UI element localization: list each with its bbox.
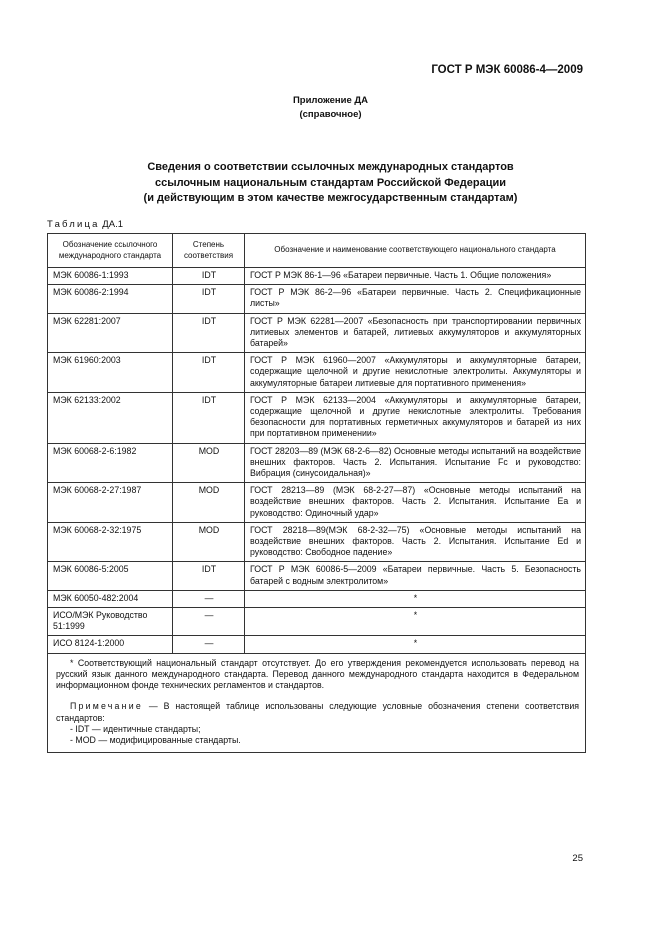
standard-code: ГОСТ Р МЭК 60086-4—2009: [431, 64, 583, 76]
cell-intl: МЭК 60050-482:2004: [48, 590, 173, 607]
cell-intl: МЭК 60068-2-27:1987: [48, 483, 173, 523]
column-header-intl: Обозначение ссылочного международного стандарта: [48, 234, 173, 268]
cell-national: *: [245, 590, 586, 607]
table-header-row: [48, 234, 586, 268]
table-row: [48, 285, 586, 313]
cell-national: *: [245, 608, 586, 636]
table-row: [48, 608, 586, 636]
table-note: [56, 701, 579, 723]
cell-national: *: [245, 636, 586, 653]
cell-degree: IDT: [173, 562, 245, 590]
column-header-degree: Степень соответствия: [173, 234, 245, 268]
correspondence-table: [47, 233, 586, 753]
cell-national: ГОСТ Р МЭК 62281—2007 «Безопасность при транспортировании первичных литиевых элементов и батарей, литиевых аккумуляторов и аккумуляторных батарей»: [245, 313, 586, 353]
table-footnote-cell: [48, 653, 586, 752]
cell-intl: МЭК 60086-1:1993: [48, 268, 173, 285]
cell-national: ГОСТ 28213—89 (МЭК 68-2-27—87) «Основные методы испытаний на воздействие внешних факторов. Часть 2. Испытания. Испытание Ea и руководство: Одиночный удар»: [245, 483, 586, 523]
cell-degree: MOD: [173, 443, 245, 483]
heading-line-1: Сведения о соответствии ссылочных международных стандартов: [147, 161, 514, 173]
note-label: Примечание: [70, 701, 143, 712]
table-row: [48, 268, 586, 285]
cell-degree: —: [173, 608, 245, 636]
table-row: [48, 353, 586, 393]
cell-national: ГОСТ 28203—89 (МЭК 68-2-6—82) Основные методы испытаний на воздействие внешних факторов. Часть 2. Испытания. Испытание Fc и руководство: Вибрация (синусоидальная)»: [245, 443, 586, 483]
cell-intl: МЭК 60086-5:2005: [48, 562, 173, 590]
cell-national: ГОСТ Р МЭК 60086-5—2009 «Батареи первичные. Часть 5. Безопасность батарей с водным электролитом»: [245, 562, 586, 590]
cell-intl: МЭК 60086-2:1994: [48, 285, 173, 313]
table-row: [48, 443, 586, 483]
cell-intl: МЭК 62281:2007: [48, 313, 173, 353]
table-body: [48, 268, 586, 753]
cell-degree: —: [173, 590, 245, 607]
cell-national: ГОСТ Р МЭК 86-2—96 «Батареи первичные. Часть 2. Спецификационные листы»: [245, 285, 586, 313]
cell-intl: МЭК 60068-2-6:1982: [48, 443, 173, 483]
cell-degree: IDT: [173, 285, 245, 313]
section-heading: [70, 160, 591, 207]
table-row: [48, 313, 586, 353]
table-row: [48, 483, 586, 523]
cell-national: ГОСТ 28218—89(МЭК 68-2-32—75) «Основные методы испытаний на воздействие внешних факторов. Часть 2. Испытания. Испытание Ed и руководство: Свободное падение»: [245, 522, 586, 562]
note-item-idt: - IDT — идентичные стандарты;: [70, 723, 201, 734]
cell-intl: МЭК 62133:2002: [48, 392, 173, 443]
table-row: [48, 392, 586, 443]
table-row: [48, 590, 586, 607]
table-footnote: * Соответствующий национальный стандарт отсутствует. До его утверждения рекомендуется использовать перевод на русский язык данного международного стандарта. Перевод данного международного стандарта находится в Федеральном информационном фонде технических регламентов и стандартов.: [56, 657, 579, 691]
cell-intl: МЭК 61960:2003: [48, 353, 173, 393]
table-row: [48, 522, 586, 562]
cell-intl: ИСО 8124-1:2000: [48, 636, 173, 653]
table-caption-number: ДА.1: [99, 219, 123, 230]
cell-degree: IDT: [173, 392, 245, 443]
cell-degree: IDT: [173, 353, 245, 393]
table-row: [48, 562, 586, 590]
note-item-mod: - MOD — модифицированные стандарты.: [70, 734, 241, 745]
cell-national: ГОСТ Р МЭК 61960—2007 «Аккумуляторы и аккумуляторные батареи, содержащие щелочной и другие некислотные электролиты. Аккумуляторы и аккумуляторные батареи литиевые для портативного применения»: [245, 353, 586, 393]
appendix-label: [0, 94, 661, 122]
appendix-subtitle: (справочное): [299, 109, 362, 120]
appendix-title: Приложение ДА: [292, 95, 369, 106]
cell-degree: MOD: [173, 483, 245, 523]
table-row: [48, 636, 586, 653]
cell-degree: IDT: [173, 313, 245, 353]
cell-degree: IDT: [173, 268, 245, 285]
heading-line-3: (и действующим в этом качестве межгосударственным стандартам): [143, 192, 518, 204]
cell-degree: MOD: [173, 522, 245, 562]
cell-national: ГОСТ Р МЭК 86-1—96 «Батареи первичные. Часть 1. Общие положения»: [245, 268, 586, 285]
cell-intl: ИСО/МЭК Руководство 51:1999: [48, 608, 173, 636]
table-caption: [47, 219, 123, 230]
page-number: 25: [572, 853, 583, 864]
cell-national: ГОСТ Р МЭК 62133—2004 «Аккумуляторы и аккумуляторные батареи, содержащие щелочной и другие некислотные электролиты. Требования безопасности для портативных герметичных аккумуляторов и батарей из них при портативном применении»: [245, 392, 586, 443]
column-header-national: Обозначение и наименование соответствующего национального стандарта: [245, 234, 586, 268]
table-caption-prefix: Таблица: [47, 219, 100, 230]
note-text: — В настоящей таблице использованы следующие условные обозначения степени соответствия стандартов:: [56, 701, 579, 723]
heading-line-2: ссылочным национальным стандартам Российской Федерации: [154, 176, 507, 189]
table-footer-row: [48, 653, 586, 752]
cell-intl: МЭК 60068-2-32:1975: [48, 522, 173, 562]
cell-degree: —: [173, 636, 245, 653]
